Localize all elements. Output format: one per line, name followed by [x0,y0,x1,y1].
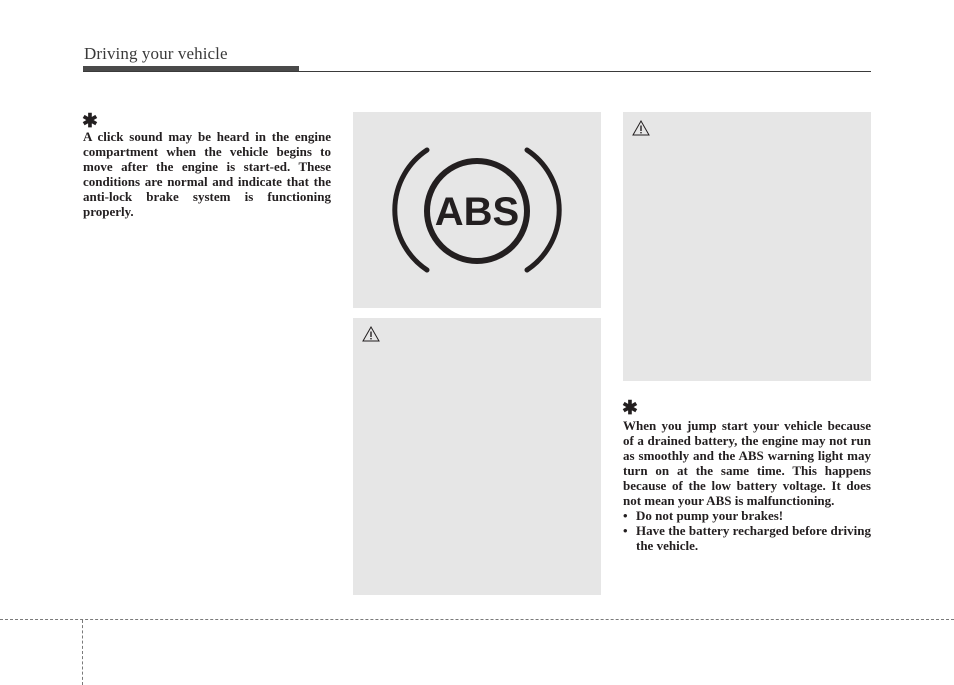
crop-guide-horizontal [0,619,954,620]
caution-panel-right [623,112,871,381]
note-asterisk-icon: ✱ [622,398,638,419]
abs-indicator-panel [353,112,601,308]
note-left-text [83,129,331,219]
note-right-paragraph: When you jump start your vehicle because of a drained battery, the engine may not run as smoothly and the ABS warning light may turn on at the same time. This happens because of the low battery voltage. It does not mean your ABS is malfunctioning. [623,418,871,508]
page-section-title: Driving your vehicle [84,44,228,63]
bullet-marker: • [623,523,628,538]
bullet-text: Have the battery recharged before driving the vehicle. [636,523,871,553]
list-item [623,508,871,523]
note-right-bullet-list [623,508,871,553]
crop-guide-vertical [82,620,83,685]
warning-triangle-icon [632,120,650,136]
warning-triangle-icon [362,326,380,342]
abs-warning-light-icon [353,112,601,308]
note-left-paragraph: A click sound may be heard in the engine compartment when the vehicle begins to move after the engine is start-ed. These conditions are normal and indicate that the anti-lock brake system is functioning properly. [83,129,331,219]
header-rule [83,71,871,72]
list-item [623,523,871,553]
note-asterisk-icon: ✱ [82,111,98,132]
bullet-marker: • [623,508,628,523]
abs-label: ABS [434,190,520,234]
bullet-text: Do not pump your brakes! [636,508,784,523]
note-right-text [623,418,871,553]
caution-panel-middle [353,318,601,595]
